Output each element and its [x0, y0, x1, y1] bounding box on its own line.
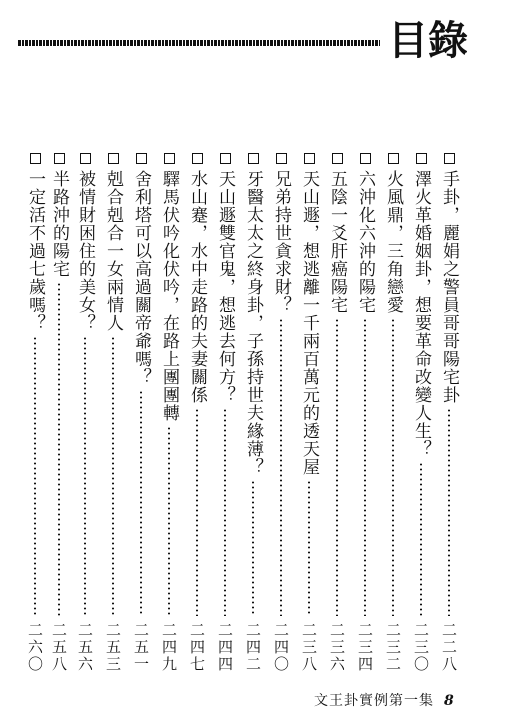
entry-title: 驛馬伏吟化伏吟，在路上團團轉	[159, 170, 179, 422]
entry-title: 天山遯，想逃離一千兩百萬元的透天屋	[299, 170, 319, 476]
toc-entry[interactable]	[300, 153, 318, 673]
entry-title: 五陰一爻肝癌陽宅	[327, 170, 347, 314]
checkbox-icon	[444, 153, 455, 164]
dot-leader	[58, 282, 60, 616]
entry-title: 天山遯雙官鬼，想逃去何方？	[215, 170, 235, 404]
entry-title: 一定活不過七歲嗎？	[25, 170, 45, 332]
entry-page: 二四四	[216, 622, 234, 673]
toc-entry[interactable]	[76, 153, 94, 673]
checkbox-icon	[164, 153, 175, 164]
entry-title: 被情財困住的美女？	[75, 170, 95, 332]
toc-entry[interactable]	[384, 153, 402, 673]
toc-entry[interactable]	[216, 153, 234, 673]
dot-leader	[448, 408, 450, 616]
toc-entry[interactable]	[188, 153, 206, 673]
footer-page-number: 8	[444, 693, 455, 709]
dot-leader	[84, 336, 86, 616]
dot-leader	[420, 462, 422, 616]
dot-leader	[392, 318, 394, 616]
entry-title: 半路沖的陽宅	[49, 170, 69, 278]
entry-title: 六沖化六沖的陽宅	[355, 170, 375, 314]
checkbox-icon	[108, 153, 119, 164]
checkbox-icon	[136, 153, 147, 164]
checkbox-icon	[332, 153, 343, 164]
entry-page: 二三〇	[412, 622, 430, 673]
entry-page: 二四〇	[272, 622, 290, 673]
entry-page: 二四二	[244, 622, 262, 673]
dot-leader	[336, 318, 338, 616]
toc-entry[interactable]	[26, 153, 44, 673]
checkbox-icon	[416, 153, 427, 164]
checkbox-icon	[192, 153, 203, 164]
checkbox-icon	[276, 153, 287, 164]
toc-entry[interactable]	[104, 153, 122, 673]
entry-page: 二五一	[132, 622, 150, 673]
page-footer	[314, 690, 455, 710]
checkbox-icon	[80, 153, 91, 164]
entry-page: 二四七	[188, 622, 206, 673]
toc-entry[interactable]	[440, 153, 458, 673]
entry-page: 二五六	[76, 622, 94, 673]
entry-page: 二三六	[328, 622, 346, 673]
dot-leader	[112, 336, 114, 616]
toc-entry[interactable]	[132, 153, 150, 673]
toc-entry[interactable]	[412, 153, 430, 673]
entry-page: 二二八	[440, 622, 458, 673]
entry-page: 二三八	[300, 622, 318, 673]
toc-entry[interactable]	[272, 153, 290, 673]
footer-book-title: 文王卦實例第一集	[314, 693, 434, 709]
dot-leader	[34, 336, 36, 616]
dot-leader	[168, 426, 170, 616]
checkbox-icon	[220, 153, 231, 164]
toc-entry[interactable]	[50, 153, 68, 673]
checkbox-icon	[54, 153, 65, 164]
dot-leader	[252, 480, 254, 616]
checkbox-icon	[360, 153, 371, 164]
dot-leader	[224, 408, 226, 616]
entry-title: 剋合剋合一女兩情人	[103, 170, 123, 332]
dot-leader	[308, 480, 310, 616]
entry-title: 兄弟持世貪求財？	[271, 170, 291, 314]
checkbox-icon	[248, 153, 259, 164]
entry-page: 二三二	[384, 622, 402, 673]
page-title-text: 目錄	[388, 16, 468, 64]
entry-page: 二三四	[356, 622, 374, 673]
toc-entry[interactable]	[160, 153, 178, 673]
entry-title: 手卦，麗娟之警員哥哥陽宅卦	[439, 170, 459, 404]
entry-title: 舍利塔可以高過關帝爺嗎？	[131, 170, 151, 386]
entry-title: 水山蹇，水中走路的夫妻關係	[187, 170, 207, 404]
entry-page: 二四九	[160, 622, 178, 673]
entry-title: 火風鼎，三角戀愛	[383, 170, 403, 314]
toc-entry[interactable]	[356, 153, 374, 673]
dot-leader	[140, 390, 142, 616]
toc-entry[interactable]	[244, 153, 262, 673]
entry-title: 澤火革婚姻卦，想要革命改變人生？	[411, 170, 431, 458]
dot-leader	[280, 318, 282, 616]
entry-page: 二五八	[50, 622, 68, 673]
dot-leader	[364, 318, 366, 616]
entry-page: 二五三	[104, 622, 122, 673]
checkbox-icon	[304, 153, 315, 164]
checkbox-icon	[388, 153, 399, 164]
entry-page: 二六〇	[26, 622, 44, 673]
toc-entry[interactable]	[328, 153, 346, 673]
checkbox-icon	[30, 153, 41, 164]
dot-leader	[196, 408, 198, 616]
entry-title: 牙醫太太之終身卦，子孫持世夫緣薄？	[243, 170, 263, 476]
